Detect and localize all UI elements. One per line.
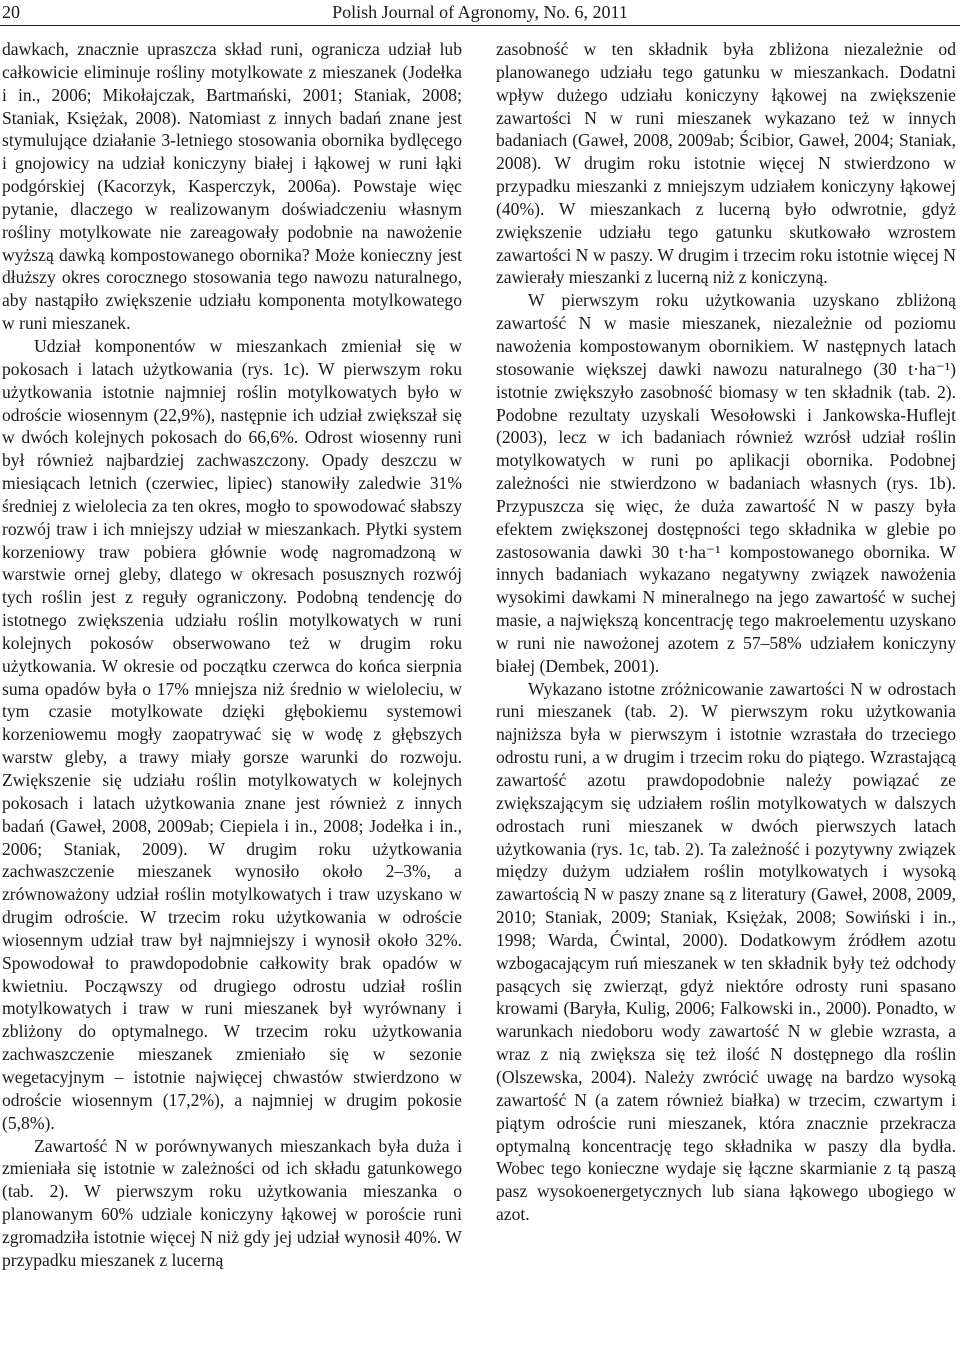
page-number: 20 <box>2 2 20 22</box>
left-column <box>2 38 462 1346</box>
paragraph: W pierwszym roku użytkowania uzyskano zbliżoną zawartość N w masie mieszanek, niezależnie od poziomu nawożenia kompostowanym obornikiem. W następnych latach stosowanie większej dawki nawozu naturalnego (30 t·ha⁻¹) istotnie zwiększyło zasobność biomasy w ten składnik (tab. 2). Podobne rezultaty uzyskali Wesołowski i Jankowska-Huflejt (2003), lecz w ich badaniach również wzrósł udział roślin motylkowatych w runi po aplikacji obornika. Podobnej zależności nie stwierdzono w badaniach własnych (rys. 1b). Przypuszcza się więc, że duża zawartość N w paszy była efektem zwiększonej dostępności tego składnika w glebie po zastosowania dawki 30 t·ha⁻¹ kompostowanego obornika. W innych badaniach wykazano negatywny związek nawożenia wysokimi dawkami N mineralnego na jego zawartość w suchej masie, a największą koncentrację tego makroelementu uzyskano w runi nie nawożonej azotem z 57–58% udziałem koniczyny białej (Dembek, 2001). <box>496 290 956 676</box>
right-column <box>496 38 956 1346</box>
paragraph: Udział komponentów w mieszankach zmieniał się w pokosach i latach użytkowania (rys. 1c). W pierwszym roku użytkowania istotnie najmniej roślin motylkowatych było w odroście wiosennym (22,9%), następnie ich udział zwiększał się w dwóch kolejnych pokosach do 66,6%. Odrost wiosenny runi był również najbardziej zachwaszczony. Opady deszczu w miesiącach letnich (czerwiec, lipiec) stanowiły zaledwie 31% średniej z wielolecia za ten okres, mogło to spowodować słabszy rozwój traw i ich mniejszy udział w mieszankach. Płytki system korzeniowy traw pobiera głównie wodę nagromadzoną w warstwie ornej gleby, dlatego w okresach posusznych rozwój tych roślin jest z reguły ograniczony. Podobną tendencję do istotnego zwiększenia udziału roślin motylkowatych w runi kolejnych pokosów obserwowano też w drugim roku użytkowania. W okresie od początku czerwca do końca sierpnia suma opadów była o 17% mniejsza niż średnio w wieloleciu, w tym czasie motylkowate dzięki głębokiemu systemowi korzeniowemu mogły zaopatrywać się w wodę z głębszych warstw gleby, a trawy miały gorsze warunki do rozwoju. Zwiększenie się udziału roślin motylkowatych w kolejnych pokosach i latach użytkowania znane jest również z innych badań (Gaweł, 2008, 2009ab; Ciepiela i in., 2008; Jodełka i in., 2006; Staniak, 2009). W drugim roku użytkowania zachwaszczenie mieszanek wynosiło około 2–3%, a zrównoważony udział roślin motylkowatych i traw uzyskano w drugim odroście. W trzecim roku użytkowania w odroście wiosennym udział traw był najmniejszy i wynosił około 32%. Spowodował to prawdopodobnie całkowity brak opadów w kwietniu. Począwszy od drugiego odrostu udział roślin motylkowatych i traw w runi mieszanek był wyrównany i zbliżony do optymalnego. W trzecim roku użytkowania zachwaszczenie mieszanek zmieniało się w sezonie wegetacyjnym – istotnie najwięcej chwastów stwierdzono w odroście wiosennym (17,2%), a najmniej w drugim pokosie (5,8%). <box>2 335 462 1133</box>
paragraph: zasobność w ten składnik była zbliżona niezależnie od planowanego udziału tego gatunku w mieszankach. Dodatni wpływ dużego udziału koniczyny łąkowej na zwiększenie zawartości N w runi mieszanek wykazano też w innych badaniach (Gaweł, 2008, 2009ab; Ścibior, Gaweł, 2004; Staniak, 2008). W drugim roku istotnie więcej N stwierdzono w przypadku mieszanki z mniejszym udziałem koniczyny łąkowej (40%). W mieszankach z lucerną było odwrotnie, gdyż zwiększenie udziału tego gatunku skutkowało wzrostem zawartości N w paszy. W drugim i trzecim roku istotnie więcej N zawierały mieszanki z lucerną niż z koniczyną. <box>496 39 956 288</box>
paragraph: Zawartość N w porównywanych mieszankach była duża i zmieniała się istotnie w zależności od ich składu gatunkowego (tab. 2). W pierwszym roku użytkowania mieszanka o planowanym 60% udziale koniczyny łąkowej w poroście runi zgromadziła istotnie więcej N niż gdy jej udział wynosił 40%. W przypadku mieszanek z lucerną <box>2 1135 462 1270</box>
running-title: Polish Journal of Agronomy, No. 6, 2011 <box>332 2 628 22</box>
paragraph: dawkach, znacznie upraszcza skład runi, ogranicza udział lub całkowicie eliminuje rośliny motylkowate z mieszanek (Jodełka i in., 2006; Mikołajczak, Bartmański, 2001; Staniak, 2008; Staniak, Księżak, 2008). Natomiast z innych badań znane jest stymulujące działanie 3-letniego stosowania obornika bydlęcego i gnojowicy na udział koniczyny białej i łąkowej w runi łąki podgórskiej (Kacorzyk, Kasperczyk, 2006a). Powstaje więc pytanie, dlaczego w realizowanym doświadczeniu własnym rośliny motylkowate nie zareagowały podobnie na nawożenie wyższą dawką kompostowanego obornika? Może konieczny jest dłuższy okres corocznego stosowania tego nawozu naturalnego, aby nastąpiło zwiększenie udziału komponenta motylkowatego w runi mieszanek. <box>2 39 462 334</box>
header-rule <box>0 25 960 26</box>
paragraph: Wykazano istotne zróżnicowanie zawartości N w odrostach runi mieszanek (tab. 2). W pierwszym roku użytkowania najniższa była w pierwszym i istotnie wzrastała do trzeciego odrostu runi, a w drugim i trzecim roku do piątego. Wzrastającą zawartość azotu prawdopodobnie należy powiązać ze zwiększającym się udziałem roślin motylkowatych w dalszych odrostach runi mieszanek w dwóch pierwszych latach użytkowania (rys. 1c, tab. 2). Ta zależność i pozytywny związek między dużym udziałem roślin motylkowatych i wysoką zawartością N w paszy znane są z literatury (Gaweł, 2008, 2009, 2010; Staniak, 2009; Staniak, Księżak, 2008; Sowiński i in., 1998; Warda, Ćwintal, 2000). Dodatkowym źródłem azotu wzbogacającym ruń mieszanek w ten składnik były też odchody pasących się zwierząt, gdyż niektóre odrosty runi spasano krowami (Baryła, Kulig, 2006; Falkowski in., 2000). Ponadto, w warunkach niedoboru wody zawartość N w glebie wzrasta, a wraz z nią zwiększa się też ilość N dostępnego dla roślin (Olszewska, 2004). Należy zwrócić uwagę na bardzo wysoką zawartość N (a zatem również białka) w trzecim, czwartym i piątym odroście runi mieszanek, która znacznie przekracza optymalną koncentrację tego składnika w paszy dla bydła. Wobec tego konieczne wydaje się łączne skarmianie z tą paszą pasz wysokoenergetycznych lub siana łąkowego ubogiego w azot. <box>496 678 956 1225</box>
page-header <box>0 0 960 26</box>
